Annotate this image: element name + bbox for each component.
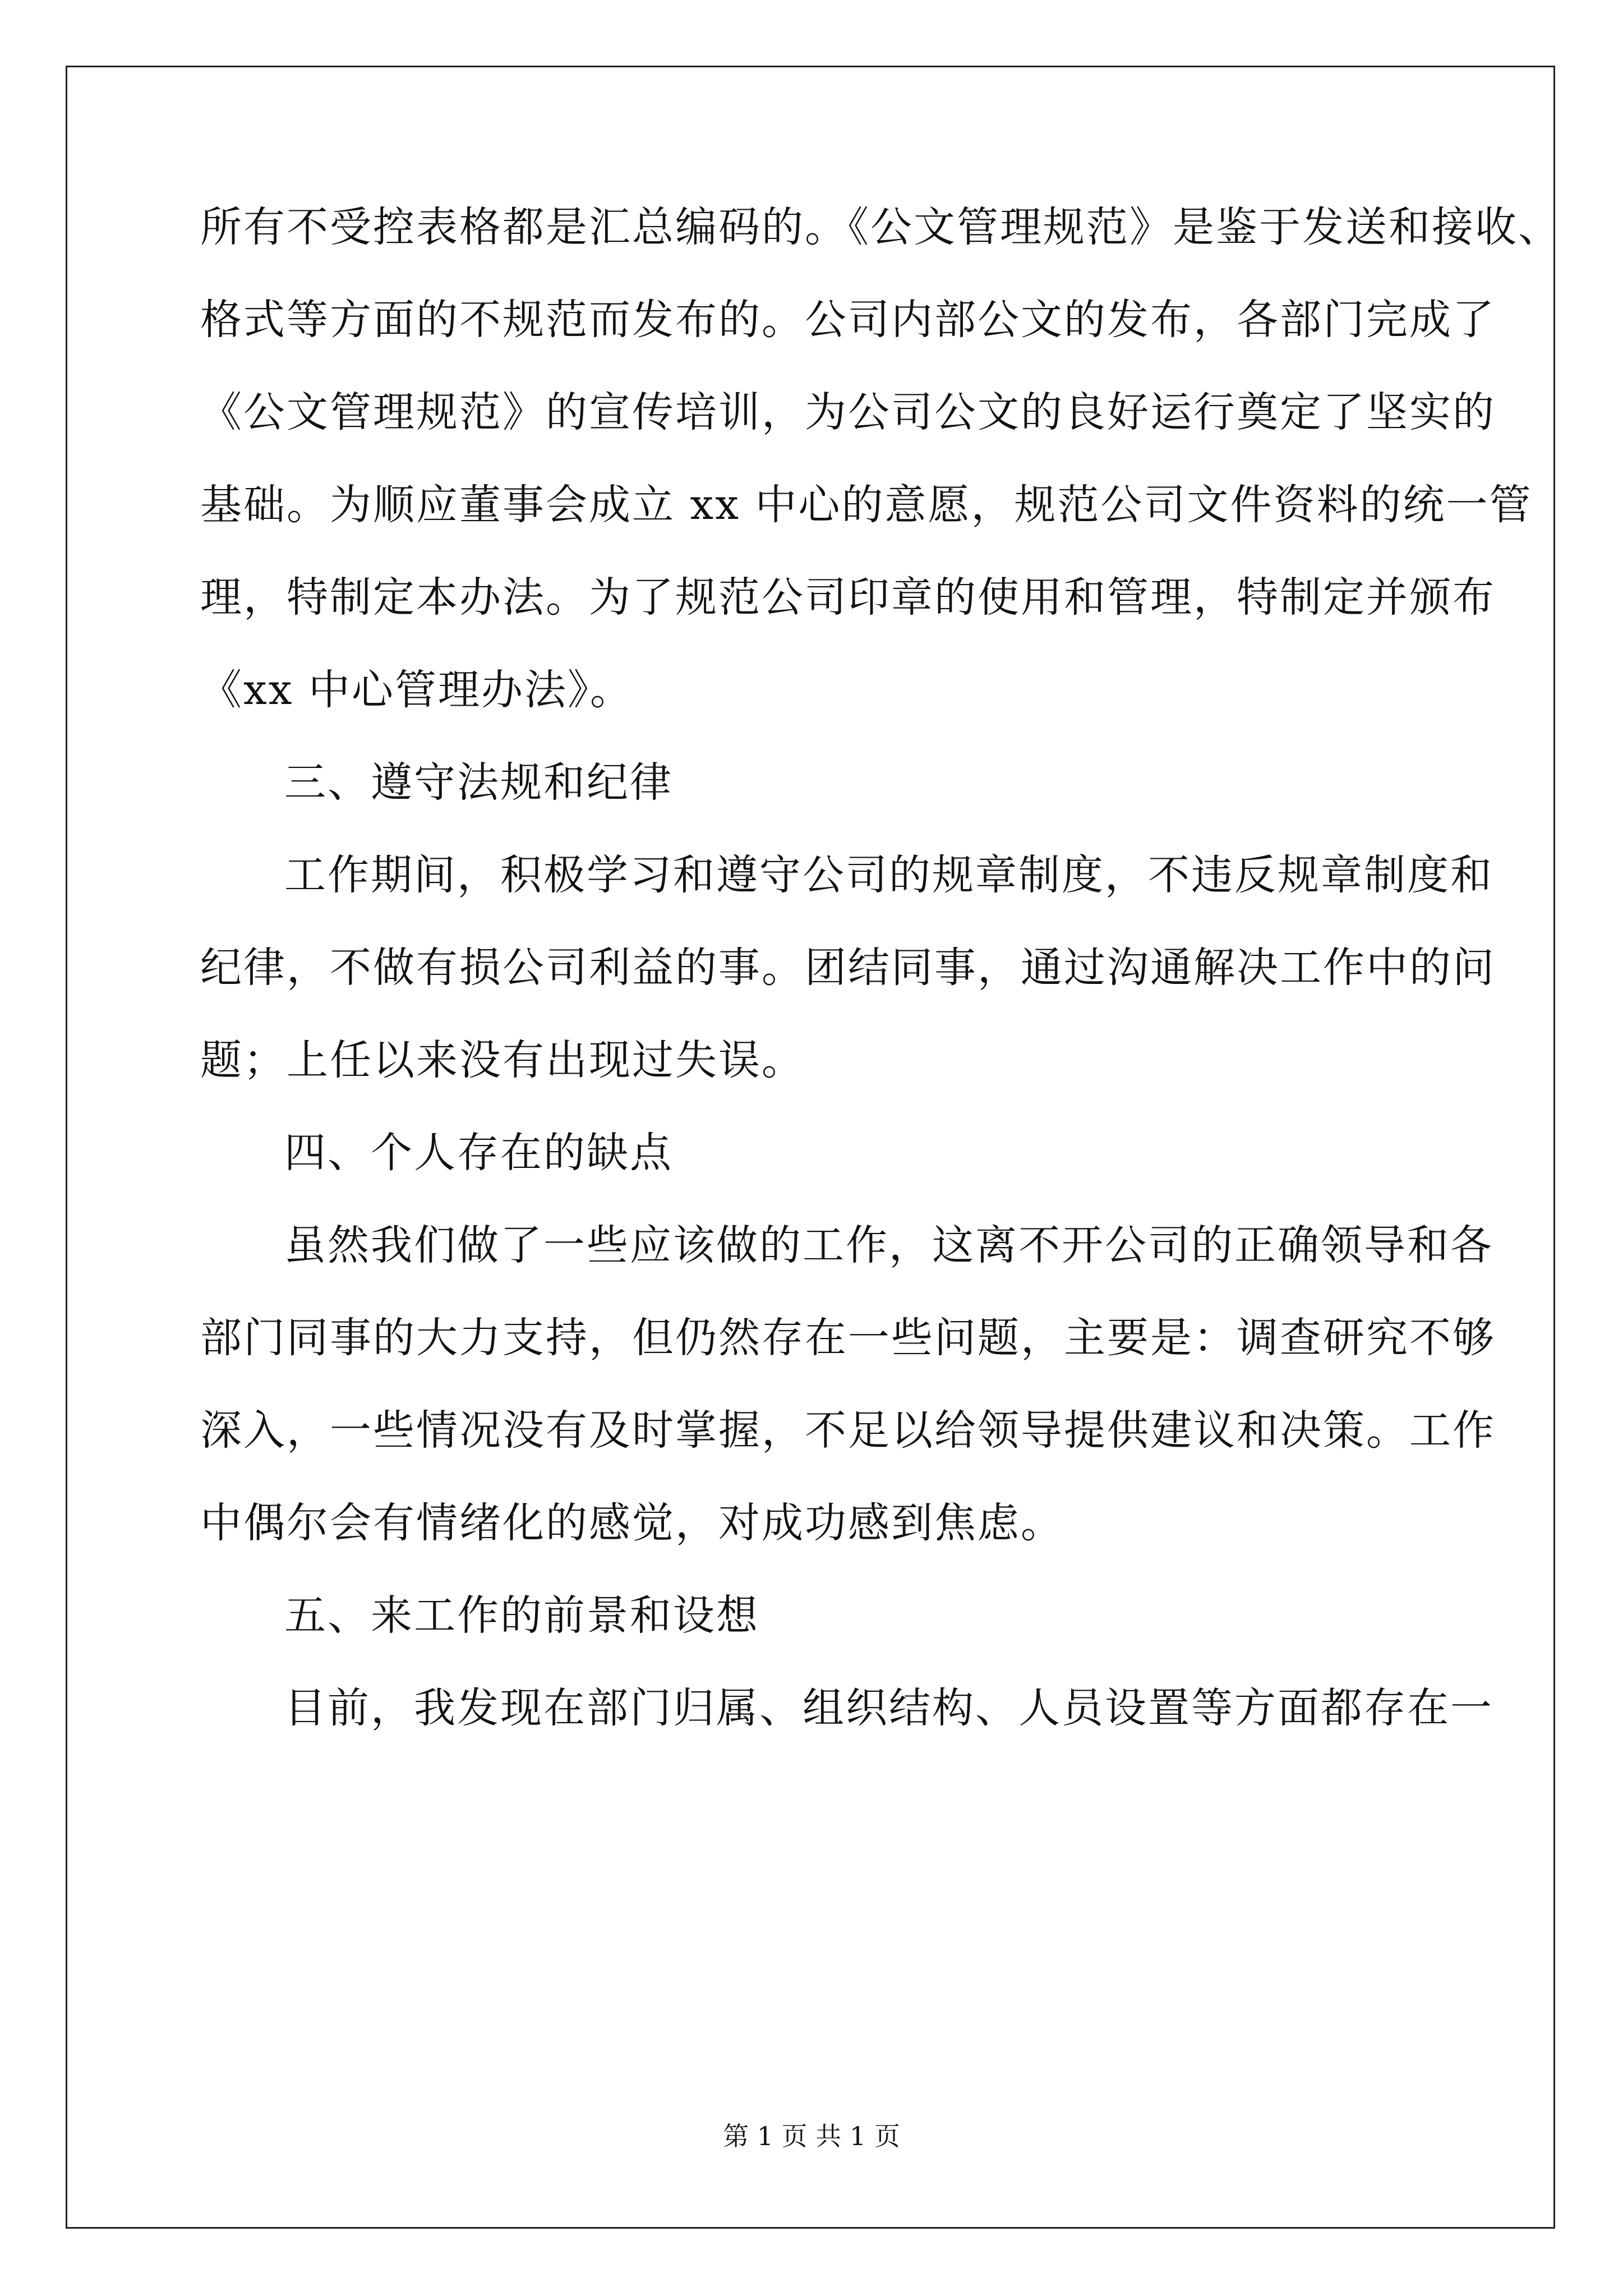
text-line: 《xx 中心管理办法》。 bbox=[200, 666, 633, 714]
text-line: 理，特制定本办法。为了规范公司印章的使用和管理，特制定并颁布 bbox=[200, 573, 1496, 622]
page-number-footer: 第 1 页 共 1 页 bbox=[723, 2121, 900, 2151]
text-line: 深入，一些情况没有及时掌握，不足以给领导提供建议和决策。工作 bbox=[200, 1406, 1496, 1455]
section-heading: 五、来工作的前景和设想 bbox=[284, 1591, 759, 1640]
text-line: 基础。为顺应董事会成立 xx 中心的意愿，规范公司文件资料的统一管 bbox=[200, 481, 1533, 529]
text-line: 格式等方面的不规范而发布的。公司内部公文的发布，各部门完成了 bbox=[200, 296, 1496, 344]
section-heading: 三、遵守法规和纪律 bbox=[284, 758, 673, 807]
section-heading: 四、个人存在的缺点 bbox=[284, 1129, 673, 1177]
text-line: 纪律，不做有损公司利益的事。团结同事，通过沟通解决工作中的问 bbox=[200, 944, 1496, 992]
text-line: 部门同事的大力支持，但仍然存在一些问题，主要是：调查研究不够 bbox=[200, 1314, 1496, 1362]
text-line: 所有不受控表格都是汇总编码的。《公文管理规范》是鉴于发送和接收、 bbox=[200, 203, 1561, 251]
text-line: 中偶尔会有情绪化的感觉，对成功感到焦虑。 bbox=[200, 1499, 1064, 1547]
paragraph-first-line: 虽然我们做了一些应该做的工作，这离不开公司的正确领导和各 bbox=[284, 1221, 1493, 1269]
text-line: 《公文管理规范》的宣传培训，为公司公文的良好运行奠定了坚实的 bbox=[200, 388, 1496, 436]
text-line: 题；上任以来没有出现过失误。 bbox=[200, 1036, 805, 1084]
paragraph-first-line: 目前，我发现在部门归属、组织结构、人员设置等方面都存在一 bbox=[284, 1684, 1493, 1732]
paragraph-first-line: 工作期间，积极学习和遵守公司的规章制度，不违反规章制度和 bbox=[284, 851, 1493, 899]
